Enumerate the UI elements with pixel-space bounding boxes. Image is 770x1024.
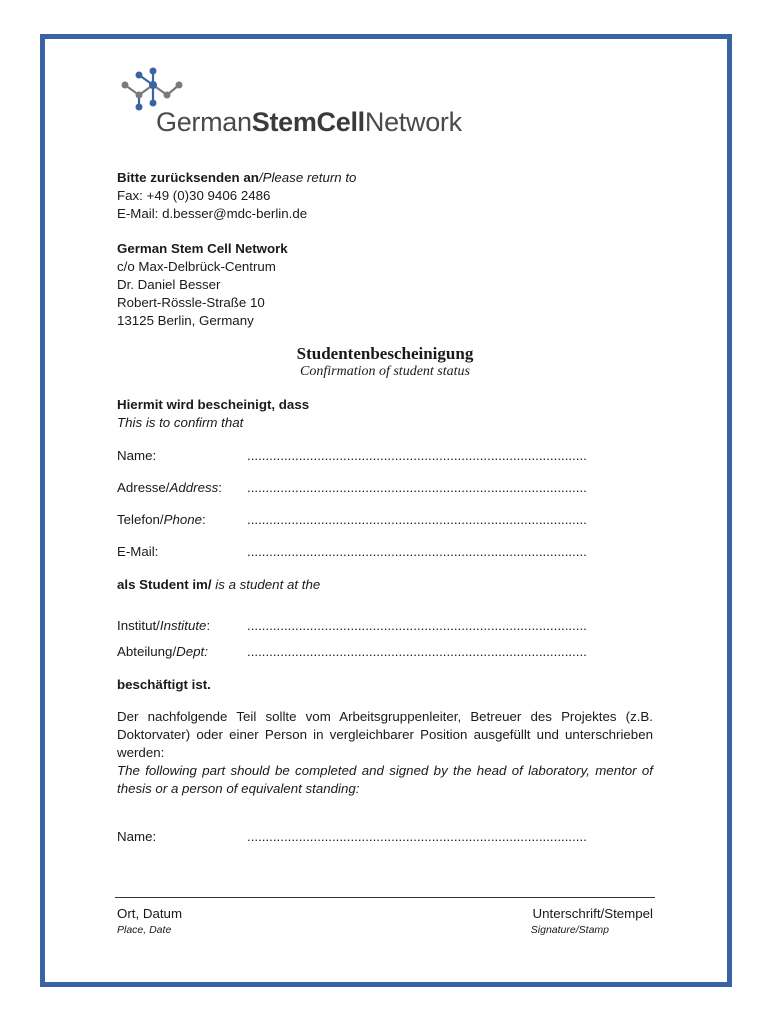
phone-label-colon: : [202, 512, 206, 527]
address-org: German Stem Cell Network [117, 241, 288, 256]
department-label [117, 644, 208, 659]
institute-label [117, 618, 210, 633]
address-line-1: c/o Max-Delbrück-Centrum [117, 259, 276, 274]
address-field[interactable]: ............................................................................................ [247, 480, 587, 495]
institute-label-en: Institute [159, 618, 207, 633]
return-heading-de: Bitte zurücksenden an [117, 170, 259, 185]
name-field[interactable]: ............................................................................................ [247, 448, 587, 463]
confirm-en: This is to confirm that [117, 415, 244, 430]
phone-label-en: Phone [163, 512, 203, 527]
supervisor-name-field[interactable]: ............................................................................................ [247, 829, 587, 844]
place-date-label-en: Place, Date [117, 924, 172, 936]
address-line-2: Dr. Daniel Besser [117, 277, 221, 292]
supervisor-name-label: Name: [117, 829, 157, 844]
address-label [117, 480, 222, 495]
signature-stamp-label: Unterschrift/Stempel [532, 906, 653, 921]
return-heading-en: /Please return to [258, 170, 357, 185]
logo-text-german: German [156, 107, 252, 137]
logo [117, 63, 487, 145]
department-label-en: Dept: [176, 644, 208, 659]
address-label-en: Address [169, 480, 219, 495]
email-field[interactable]: ............................................................................................ [247, 544, 587, 559]
logo-text-network: Network [364, 107, 462, 137]
phone-label [117, 512, 206, 527]
phone-field[interactable]: ............................................................................................ [247, 512, 587, 527]
address-line-4: 13125 Berlin, Germany [117, 313, 254, 328]
email-label: E-Mail: [117, 544, 159, 559]
fax-number: Fax: +49 (0)30 9406 2486 [117, 188, 271, 203]
student-at-de: als Student im/ [117, 577, 212, 592]
signature-stamp-label-en: Signature/Stamp [530, 924, 609, 936]
address-label-de: Adresse/ [117, 480, 170, 495]
institute-label-colon: : [206, 618, 211, 633]
student-at-en: is a student at the [211, 577, 321, 592]
employed-text: beschäftigt ist. [117, 677, 211, 692]
address-line-3: Robert-Rössle-Straße 10 [117, 295, 265, 310]
address-label-colon: : [218, 480, 222, 495]
logo-wordmark [156, 107, 462, 138]
return-heading [117, 169, 356, 187]
signature-line [115, 897, 655, 898]
name-label: Name: [117, 448, 157, 463]
student-at-text [117, 576, 320, 594]
document-title: Studentenbescheinigung [296, 344, 474, 363]
phone-label-de: Telefon/ [117, 512, 164, 527]
institute-label-de: Institut/ [117, 618, 160, 633]
document-subtitle: Confirmation of student status [300, 364, 470, 379]
network-molecule-icon [117, 63, 187, 113]
place-date-label: Ort, Datum [117, 906, 183, 921]
contact-email: E-Mail: d.besser@mdc-berlin.de [117, 206, 308, 221]
instructions-de: Der nachfolgende Teil sollte vom Arbeitsgruppenleiter, Betreuer des Projektes (z.B. Doktorvater) oder einer Person in vergleichbarer Position ausgefüllt und unterschrieben werden: [117, 709, 653, 760]
department-label-de: Abteilung/ [117, 644, 177, 659]
logo-text-stemcell: StemCell [251, 107, 365, 137]
department-field[interactable]: ............................................................................................ [247, 644, 587, 659]
institute-field[interactable]: ............................................................................................ [247, 618, 587, 633]
confirm-de: Hiermit wird bescheinigt, dass [117, 397, 310, 412]
instructions-en: The following part should be completed and signed by the head of laboratory, mentor of thesis or a person of equivalent standing: [117, 763, 653, 796]
